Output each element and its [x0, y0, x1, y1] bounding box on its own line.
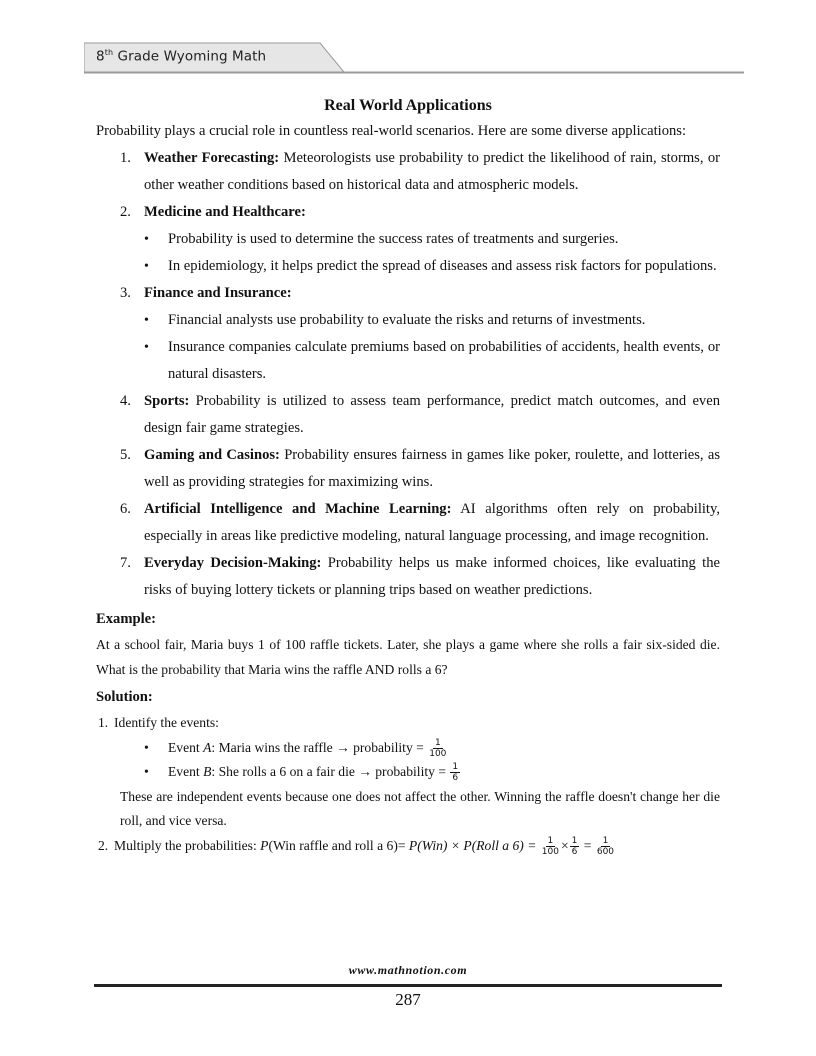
item-number: 2.: [120, 204, 131, 220]
item-text: AI algorithms often rely on probability, especially in areas like predictive modeling, natural language processing, and image recognition.: [144, 501, 720, 544]
fraction-event-b: $\frac{1}{6}$: [452, 762, 459, 784]
item-text: Probability is utilized to assess team performance, predict match outcomes, and even design fair game strategies.: [144, 393, 720, 436]
item-heading: Everyday Decision-Making:: [144, 555, 322, 571]
item-number: 4.: [120, 393, 131, 409]
solution-step-1: 1. Identify the events:: [98, 715, 219, 730]
fraction-1-600: $\frac{1}{600}$: [596, 835, 615, 857]
bullet-item: • Probability is used to determine the success rates of treatments and surgeries.: [96, 226, 720, 253]
item-text: Probability ensures fairness in games like poker, roulette, and lotteries, as well as providing strategies for maximizing wins.: [144, 447, 720, 490]
bullet-list: [96, 226, 720, 280]
item-number: 1.: [120, 150, 131, 166]
page-content: [96, 96, 720, 858]
item-heading: Finance and Insurance:: [144, 285, 292, 301]
example-text: At a school fair, Maria buys 1 of 100 raffle tickets. Later, she plays a game where she rolls a fair six-sided die. What is the probability that Maria wins the raffle AND rolls a 6?: [96, 637, 720, 677]
item-heading: Weather Forecasting:: [144, 150, 280, 166]
solution-steps: [96, 711, 720, 858]
application-item: [96, 442, 720, 496]
fraction-1-100: $\frac{1}{100}$: [541, 835, 559, 857]
item-number: 6.: [120, 501, 131, 517]
application-item: [96, 280, 720, 307]
page-header: [84, 42, 744, 74]
footer-website: www.mathnotion.com: [348, 963, 468, 977]
fraction-event-a: $\frac{1}{100}$: [429, 737, 447, 759]
bullet-item: • Financial analysts use probability to evaluate the risks and returns of investments.: [96, 307, 720, 334]
applications-list: [96, 145, 720, 604]
application-item: [96, 388, 720, 442]
item-heading: Artificial Intelligence and Machine Learning:: [144, 501, 452, 517]
item-number: 5.: [120, 447, 131, 463]
example-heading: Example:: [96, 611, 156, 627]
item-text: Meteorologists use probability to predict the likelihood of rain, storms, or other weather conditions based on historical data and atmospheric models.: [144, 150, 721, 193]
application-item: [96, 199, 720, 226]
event-a-item: • Event A: Maria wins the raffle → probability = $\frac{1}{100}$: [96, 736, 720, 761]
footer-divider: [94, 984, 722, 987]
header-title: 8th Grade Wyoming Math: [96, 48, 267, 65]
application-item: [96, 145, 720, 199]
bullet-list: [96, 307, 720, 388]
solution-heading: Solution:: [96, 689, 153, 705]
event-b-item: • Event B: She rolls a 6 on a fair die → probability = $\frac{1}{6}$: [96, 760, 720, 785]
item-heading: Medicine and Healthcare:: [144, 204, 306, 220]
page-number: 287: [395, 990, 421, 1009]
bullet-item: • In epidemiology, it helps predict the spread of diseases and assess risk factors for populations.: [96, 253, 720, 280]
solution-step-2: 2. Multiply the probabilities: P(Win raffle and roll a 6)= P(Win) × P(Roll a 6) = $\frac{1}{100}$ × $\frac{1}{6}$ = $\frac{1}{600}$: [98, 835, 615, 857]
bullet-item: • Insurance companies calculate premiums based on probabilities of accidents, health events, or natural disasters.: [96, 334, 720, 388]
intro-paragraph: Probability plays a crucial role in countless real-world scenarios. Here are some diverse applications:: [96, 123, 687, 139]
independence-note: These are independent events because one does not affect the other. Winning the raffle doesn't change her die roll, and vice versa.: [120, 788, 720, 828]
item-number: 7.: [120, 555, 131, 571]
fraction-1-6: $\frac{1}{6}$: [571, 835, 578, 857]
item-number: 3.: [120, 285, 131, 301]
application-item: [96, 550, 720, 604]
item-heading: Gaming and Casinos:: [144, 447, 280, 463]
item-text: Probability helps us make informed choices, like evaluating the risks of buying lottery tickets or planning trips based on weather predictions.: [144, 555, 721, 598]
section-title: Real World Applications: [324, 97, 492, 114]
application-item: [96, 496, 720, 550]
item-heading: Sports:: [144, 393, 190, 409]
